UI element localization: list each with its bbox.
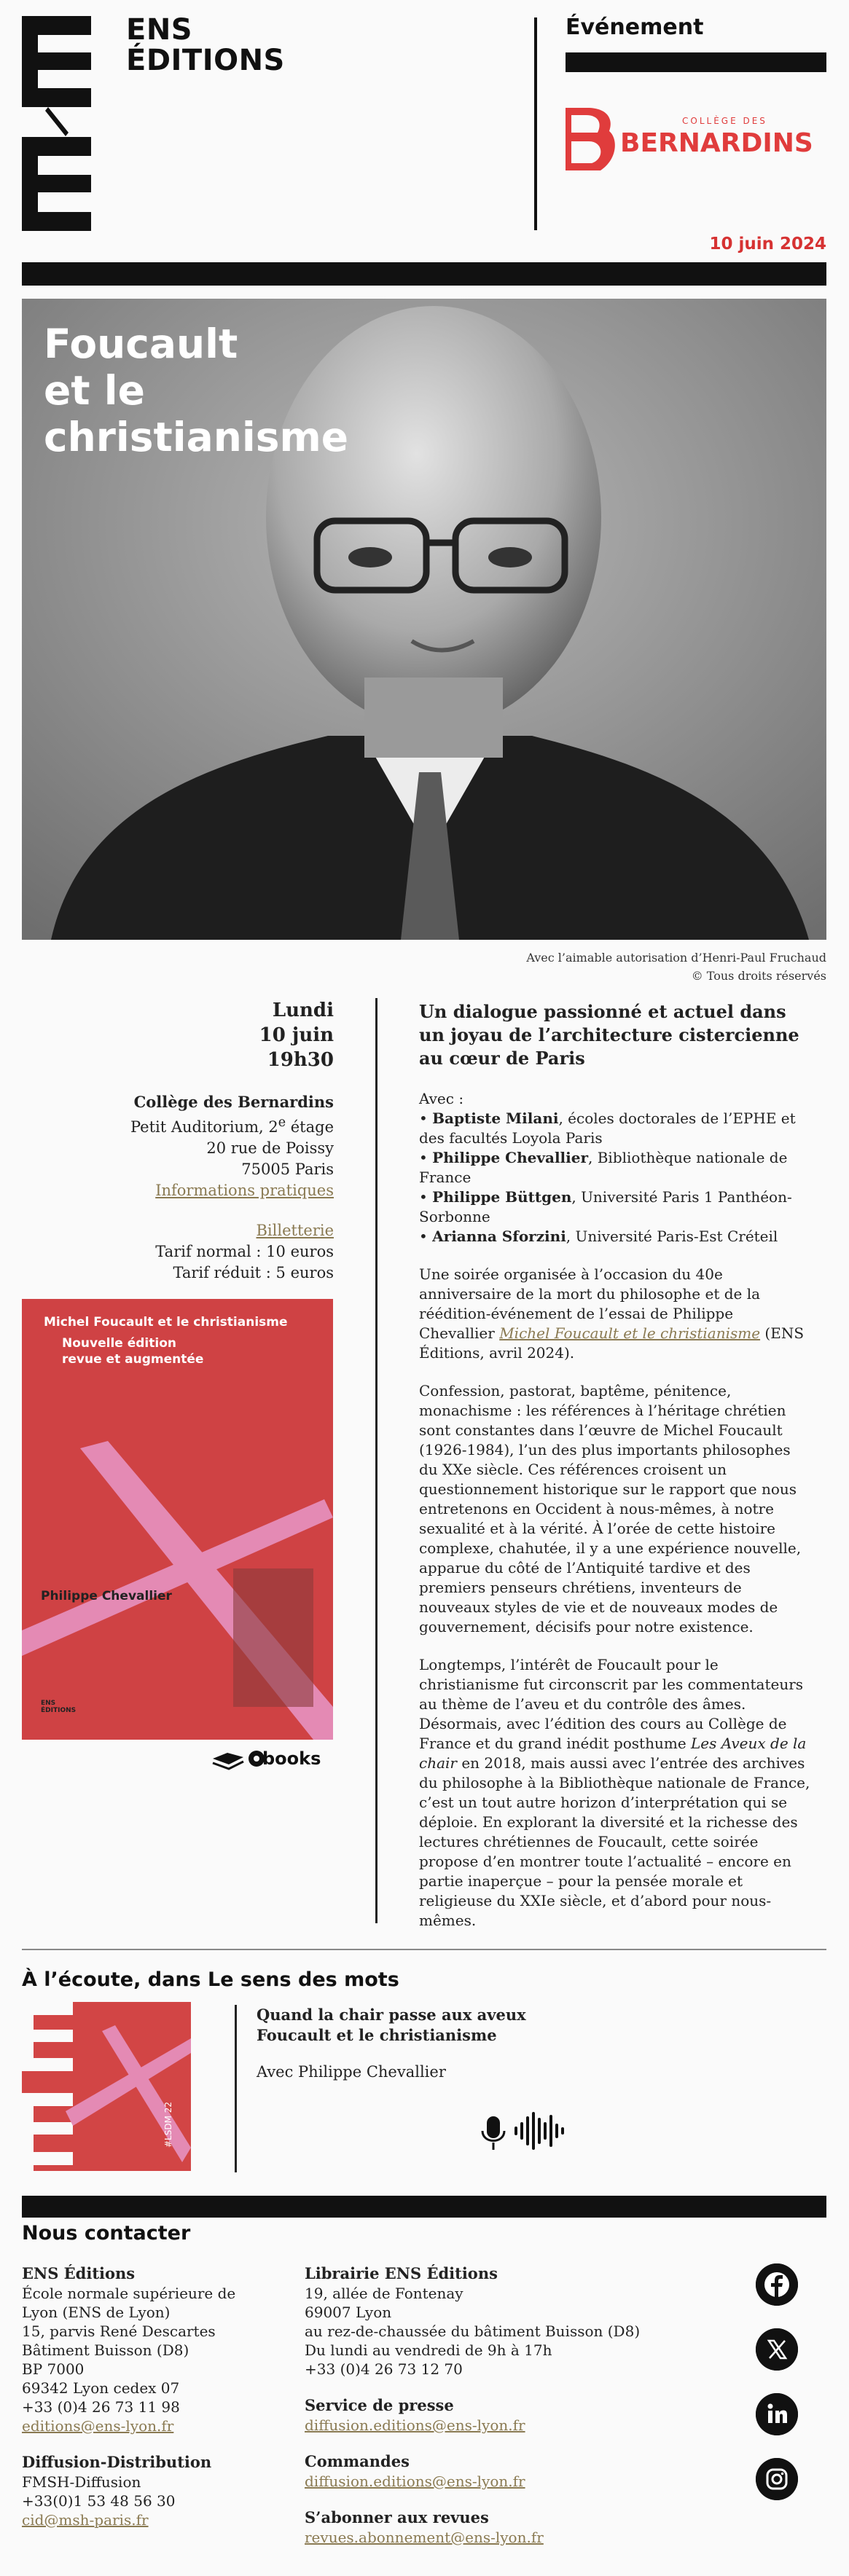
speaker-name: Baptiste Milani [432,1110,559,1127]
section-divider [22,1949,826,1950]
podcast-audio-icon[interactable] [481,2109,576,2153]
event-day: Lundi [272,1000,334,1021]
facebook-icon[interactable] [756,2263,798,2306]
ens-editions-logo[interactable] [22,16,91,231]
venue-street: 20 rue de Poissy [206,1139,334,1157]
contact-bookshop: Librairie ENS Éditions 19, allée de Fontenay 69007 Lyon au rez-de-chaussée du bâtiment Buisson (D8) Du lundi au vendredi de 9h à 17h +33 (0)4 26 73 12 70 [305,2264,684,2379]
book-edition: Nouvelle édition revue et augmentée [62,1336,204,1367]
instagram-icon[interactable] [756,2458,798,2500]
press-email-link[interactable]: diffusion.editions@ens-lyon.fr [305,2416,525,2434]
speaker-name: Philippe Chevallier [432,1149,589,1166]
header [0,0,849,240]
contact-journals [305,2508,684,2547]
book-title-link[interactable]: Michel Foucault et le christianisme [499,1324,761,1342]
college-des-bernardins-logo[interactable] [566,108,813,173]
episode-title[interactable]: Quand la chair passe aux aveux Foucault et le christianisme [257,2006,526,2044]
ens-editions-wordmark [126,15,285,76]
credit-line: Avec l’aimable autorisation d’Henri-Paul Fruchaud [526,951,826,965]
episode-tag: #LSDM 22 [163,2101,173,2148]
photo-credit [526,949,826,985]
column-divider [375,998,377,1923]
description-paragraph-3: Longtemps, l’intérêt de Foucault pour le christianisme fut circonscrit par les commentateurs au thème de l’aveu et du contrôle des âmes. Désormais, avec l’édition des cours au Collège de France et du grand inédit posthume Les Aveux de la chair en 2018, mais aussi avec l’entrée des archives du philosophe à la Bibliothèque nationale de France, c’est un tout autre horizon d’interprétation qui se déploie. En explorant la diversité et la richesse des lectures chrétiennes de Foucault, cette soirée propose d’en montrer toute l’actualité – encore en partie inaperçue – pour la pensée morale et religieuse du XXIe siècle, et d’abord pour nous-mêmes. [419,1656,810,1929]
book-cover[interactable] [22,1299,333,1740]
contact-section-title: Nous contacter [22,2222,191,2245]
event-time: 19h30 [267,1049,334,1071]
black-divider-bar [22,262,826,286]
x-twitter-icon[interactable] [756,2328,798,2371]
book-publisher: ENS ÉDITIONS [41,1700,77,1714]
hero-title-line: Foucault [44,321,238,367]
contact-ens-editions: ENS Éditions École normale supérieure de Lyon (ENS de Lyon) 15, parvis René Descartes Bâtiment Buisson (D8) BP 7000 69342 Lyon cedex 07 +33 (0)4 26 73 11 98 editions@ens-lyon.fr [22,2264,262,2435]
event-when [22,998,334,1072]
event-details [22,998,334,1284]
contact-column-right [305,2264,684,2564]
book-series-title: Michel Foucault et le christianisme [44,1315,288,1330]
contact-orders [305,2452,684,2491]
podcast-cover-art [22,2002,191,2171]
book-author: Philippe Chevallier [41,1589,172,1603]
journals-email-link[interactable]: revues.abonnement@ens-lyon.fr [305,2529,544,2546]
episode-guest: Avec Philippe Chevallier [257,2063,446,2081]
podcast-divider [235,2005,237,2172]
speaker-affiliation: , Bibliothèque nationale de France [419,1149,788,1186]
diffusion-email-link[interactable]: cid@msh-paris.fr [22,2511,149,2529]
speaker-affiliation: , Université Paris-Est Créteil [566,1228,778,1245]
venue-room: Petit Auditorium, 2e étage [130,1115,334,1136]
contact-distribution: Diffusion-Distribution FMSH-Diffusion +33(0)1 53 48 56 30 cid@msh-paris.fr [22,2453,262,2529]
practical-info-link[interactable]: Informations pratiques [155,1182,334,1199]
contact-heading: ENS Éditions [22,2264,136,2282]
venue-name: Collège des Bernardins [133,1093,334,1111]
listen-section-title: À l’écoute, dans Le sens des mots [22,1968,399,1991]
partner-small-text: COLLÈGE DES [682,116,767,126]
contact-column-left [22,2264,262,2547]
ticketing-link[interactable]: Billetterie [256,1222,334,1239]
partner-name-text: BERNARDINS [620,128,813,158]
event-venue [22,1091,334,1201]
event-label: Événement [566,15,704,40]
hero-title-line: et le [44,367,145,414]
podcast-thumbnail[interactable] [22,2002,191,2171]
header-divider [534,17,537,230]
event-description [419,1000,813,1949]
speaker-affiliation: , Université Paris 1 Panthéon-Sorbonne [419,1188,792,1225]
contact-heading: S’abonner aux revues [305,2508,489,2526]
ticketing [22,1220,334,1284]
hero-photo [22,299,826,940]
speaker-name: Arianna Sforzini [432,1228,566,1245]
contact-press [305,2396,684,2435]
openedition-books-label[interactable]: books [262,1748,321,1769]
wordmark-line-2: ÉDITIONS [126,44,285,77]
event-date: 10 juin 2024 [709,235,826,254]
book-stack-icon[interactable] [213,1753,243,1769]
event-date-short: 10 juin [259,1024,334,1046]
ens-email-link[interactable]: editions@ens-lyon.fr [22,2417,174,2435]
speaker-name: Philippe Büttgen [432,1188,572,1206]
black-divider-bar-bottom [22,2196,826,2218]
orders-email-link[interactable]: diffusion.editions@ens-lyon.fr [305,2473,525,2490]
hero-title-line: christianisme [44,414,349,460]
venue-city: 75005 Paris [241,1161,334,1178]
linkedin-icon[interactable] [756,2393,798,2435]
event-label-bar [566,52,826,72]
credit-line: © Tous droits réservés [691,969,826,983]
contact-heading: Diffusion-Distribution [22,2453,212,2471]
price-reduced: Tarif réduit : 5 euros [173,1264,334,1281]
speakers-list: Avec : • Baptiste Milani, écoles doctorales de l’EPHE et des facultés Loyola Paris • Philippe Chevallier, Bibliothèque nationale de France • Philippe Büttgen, Université Paris 1 Panthéon-Sorbonne • Arianna Sforzini, Université Paris-Est Créteil [419,1090,796,1245]
contact-heading: Commandes [305,2452,410,2470]
contact-heading: Librairie ENS Éditions [305,2264,498,2282]
description-paragraph-1: Une soirée organisée à l’occasion du 40e anniversaire de la mort du philosophe et de la réédition-événement de l’essai de Philippe Chevallier Michel Foucault et le christianisme (ENS Éditions, avril 2024). [419,1265,805,1362]
wordmark-line-1: ENS [126,13,193,47]
description-lead: Un dialogue passionné et actuel dans un joyau de l’architecture cistercienne au cœur de Paris [419,1001,799,1069]
hero-title [44,321,348,460]
description-paragraph-2: Confession, pastorat, baptême, pénitence, monachisme : les références à l’héritage chrétien sont constantes dans l’œuvre de Michel Foucault (1926-1984), l’un des plus importants philosophes du XXe siècle. Ces références croisent un questionnement historique sur le rapport que nous entretenons en Occident à nous-mêmes, à notre sexualité et à la vérité. À l’orée de cette histoire complexe, chahutée, il y a une expérience nouvelle, apparue du côté de l’Antiquité tardive et des premiers penseurs chrétiens, inventeurs de nouveaux styles de vie et de nouveaux modes de gouvernement, décisifs pour notre existence. [419,1382,802,1635]
contact-heading: Service de presse [305,2396,454,2414]
price-normal: Tarif normal : 10 euros [155,1243,334,1260]
speaker-affiliation: , écoles doctorales de l’EPHE et des facultés Loyola Paris [419,1110,796,1147]
